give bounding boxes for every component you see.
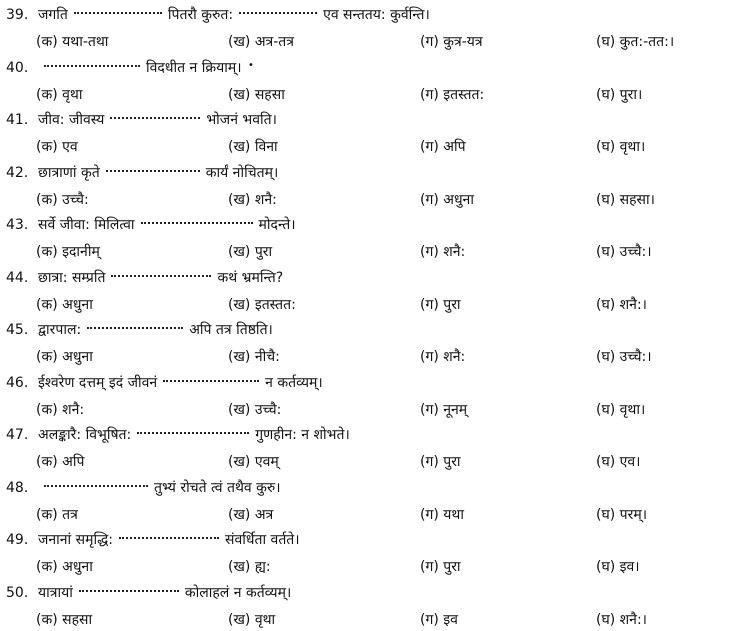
question-line — [6, 162, 278, 184]
question-text-after: कोलाहलं न कर्तव्यम्। — [184, 584, 292, 601]
option-4: (घ) शनै:। — [596, 611, 647, 628]
question-text-before: ईश्वरेण दत्तम् इदं जीवनं — [38, 374, 158, 391]
option-4: (घ) वृथा। — [596, 139, 646, 155]
question-number: 41. — [6, 112, 29, 128]
question-number: 39. — [6, 7, 29, 23]
question-text-after: विदधीत न क्रियाम्। — [146, 59, 242, 76]
option-3: (ग) अधुना — [420, 191, 474, 208]
option-4: (घ) वृथा। — [596, 401, 646, 418]
option-2: (ख) इतस्तत: — [228, 296, 296, 313]
answer-blank — [111, 274, 211, 277]
question-number: 49. — [6, 532, 29, 548]
option-4: (घ) पुरा। — [596, 86, 643, 103]
option-4: (घ) इव। — [596, 559, 640, 575]
option-1: (क) उच्चै: — [36, 191, 89, 208]
question-number: 48. — [6, 479, 29, 496]
option-1: (क) अधुना — [36, 296, 93, 313]
stray-mark: • — [248, 60, 254, 71]
question-line — [6, 319, 273, 341]
option-4: (घ) कुत:-तत:। — [596, 34, 675, 50]
question-line — [6, 477, 281, 499]
question-text-before: द्वारपाल: — [38, 322, 82, 338]
answer-blank — [79, 589, 179, 592]
question-text-after: मोदन्ते। — [258, 217, 296, 233]
question-number: 45. — [6, 322, 29, 338]
option-1: (क) अधुना — [36, 349, 93, 365]
option-1: (क) यथा-तथा — [36, 34, 109, 50]
option-2: (ख) उच्चै: — [228, 401, 282, 418]
answer-blank — [87, 326, 183, 329]
question-text-end: एव सन्ततय: कुर्वन्ति। — [323, 7, 430, 23]
question-number: 42. — [6, 164, 29, 181]
question-number: 47. — [6, 427, 29, 443]
question-text-after: कार्यं नोचितम्। — [205, 164, 279, 181]
answer-blank — [110, 116, 200, 119]
option-1: (क) तत्र — [36, 506, 78, 523]
question-text-after: तुभ्यं रोचते त्वं तथैव कुरु। — [154, 479, 281, 496]
option-3: (ग) अपि — [420, 139, 466, 155]
answer-blank — [163, 379, 259, 382]
option-3: (ग) शनै: — [420, 244, 466, 260]
question-text-before: सर्वे जीवा: मिलित्वा — [38, 217, 135, 233]
option-2: (ख) सहसा — [228, 86, 285, 103]
option-4: (घ) शनै:। — [596, 296, 647, 313]
question-text-after: संवर्धिता वर्तते। — [225, 532, 300, 548]
answer-blank — [44, 484, 148, 487]
option-3: (ग) शनै: — [420, 349, 466, 365]
option-4: (घ) उच्चै:। — [596, 349, 652, 365]
option-3: (ग) इव — [420, 611, 458, 628]
question-number: 43. — [6, 217, 29, 233]
question-line — [6, 109, 277, 131]
answer-blank — [44, 64, 140, 67]
question-text-after: न कर्तव्यम्। — [265, 374, 323, 391]
option-3: (ग) पुरा — [420, 296, 461, 313]
question-number: 40. — [6, 59, 29, 76]
question-text-before: छात्राणां कृते — [38, 164, 100, 181]
question-line — [6, 529, 300, 551]
option-3: (ग) यथा — [420, 506, 464, 523]
question-text-after: कथं भ्रमन्ति? — [217, 269, 284, 286]
option-2: (ख) वृथा — [228, 611, 276, 628]
question-text-after: पितरौ कुरुत: — [167, 7, 234, 23]
answer-blank — [137, 431, 249, 434]
question-text-after: भोजनं भवति। — [206, 112, 277, 128]
question-line — [6, 582, 291, 604]
option-2: (ख) शनै: — [228, 191, 277, 208]
option-1: (क) सहसा — [36, 611, 93, 628]
question-text-before: जनानां समृद्धि: — [38, 532, 113, 548]
answer-blank — [141, 221, 253, 224]
option-1: (क) वृथा — [36, 86, 83, 103]
option-3: (ग) इतस्तत: — [420, 86, 485, 103]
question-number: 46. — [6, 374, 29, 391]
question-text-before: यात्रायां — [38, 584, 73, 601]
option-4: (घ) परम्। — [596, 506, 648, 523]
option-3: (ग) पुरा — [420, 559, 461, 575]
question-line — [6, 267, 283, 289]
option-2: (ख) पुरा — [228, 244, 273, 260]
option-1: (क) इदानीम् — [36, 244, 100, 260]
option-4: (घ) उच्चै:। — [596, 244, 652, 260]
question-number: 50. — [6, 584, 29, 601]
option-1: (क) शनै: — [36, 401, 85, 418]
question-text-before: अलङ्कारै: विभूषित: — [38, 427, 132, 443]
option-3: (ग) कुत्र-यत्र — [420, 34, 483, 50]
option-2: (ख) ह्य: — [228, 559, 271, 575]
option-2: (ख) विना — [228, 139, 278, 155]
question-line — [6, 57, 242, 79]
answer-blank — [106, 169, 200, 172]
question-line — [6, 214, 296, 236]
option-3: (ग) नूनम् — [420, 401, 468, 418]
question-line — [6, 424, 350, 446]
answer-blank — [74, 11, 162, 14]
question-text-after: अपि तत्र तिष्ठति। — [189, 322, 273, 338]
option-2: (ख) अत्र-तत्र — [228, 34, 295, 50]
option-3: (ग) पुरा — [420, 454, 461, 470]
question-number: 44. — [6, 269, 29, 286]
question-text-before: जीव: जीवस्य — [38, 112, 105, 128]
answer-blank — [119, 536, 219, 539]
option-1: (क) अधुना — [36, 559, 93, 575]
option-4: (घ) सहसा। — [596, 191, 655, 208]
question-text-before: छात्रा: सम्प्रति — [38, 269, 106, 286]
option-1: (क) अपि — [36, 454, 85, 470]
option-4: (घ) एव। — [596, 454, 641, 470]
option-2: (ख) अत्र — [228, 506, 274, 523]
answer-blank — [239, 11, 317, 14]
question-text-after: गुणहीन: न शोभते। — [255, 427, 350, 443]
question-line — [6, 4, 430, 26]
option-1: (क) एव — [36, 139, 78, 155]
question-line — [6, 372, 323, 394]
question-text-before: जगति — [38, 7, 68, 23]
option-2: (ख) नीचै: — [228, 349, 280, 365]
option-2: (ख) एवम् — [228, 454, 279, 470]
